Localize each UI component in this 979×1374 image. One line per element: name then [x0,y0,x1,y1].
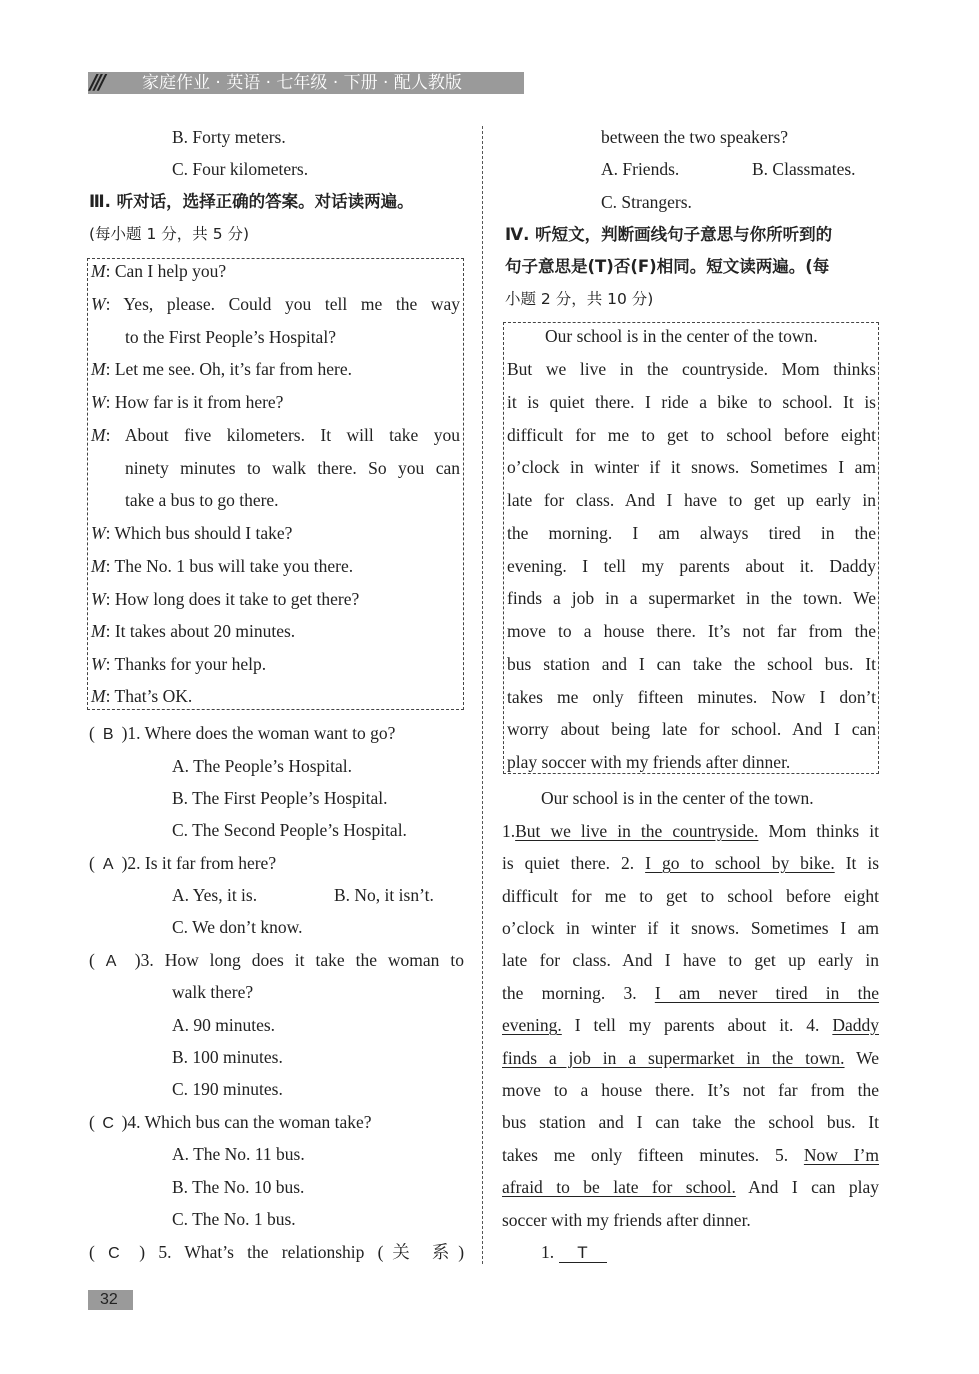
text2-line: o’clock in winter if it snows. Sometimes I am [502,918,879,938]
dialogue-line: M: It takes about 20 minutes. [91,621,296,641]
passage-line: Our school is in the center of the town. [545,326,818,346]
passage-line: bus station and I can take the school bus. It [507,654,876,674]
passage-line: move to a house there. It’s not far from the [507,621,876,641]
q5-continued: between the two speakers? [601,127,789,147]
text2-line: evening. I tell my parents about it. 4. Daddy [502,1015,879,1035]
q5-option-c: C. Strangers. [601,192,692,212]
section-4-score: 小题 2 分，共 10 分) [505,290,654,308]
text2-line: Our school is in the center of the town. [541,788,814,808]
dialogue-line: take a bus to go there. [125,490,279,510]
underlined-sentence-4: Daddy [832,1015,879,1035]
dialogue-line: W: Thanks for your help. [91,654,267,674]
q3-option-c: C. 190 minutes. [172,1079,283,1099]
passage-line: difficult for me to get to school before eight [507,425,876,445]
passage-line: play soccer with my friends after dinner. [507,752,791,772]
text2-line: late for class. And I have to get up early in [502,950,879,970]
passage-line: evening. I tell my parents about it. Daddy [507,556,876,576]
dialogue-line: W: How far is it from here? [91,392,284,412]
header-slashes: /// [90,70,103,94]
question-5: ( C ) 5. What’s the relationship (关 系) [89,1242,465,1262]
answer-q2: A [102,856,114,873]
underlined-sentence-5-cont: afraid to be late for school. [502,1177,736,1197]
page-number: 32 [100,1291,118,1308]
underlined-sentence-4-cont: finds a job in a supermarket in the town. [502,1048,845,1068]
section-3-title: Ⅲ. 听对话，选择正确的答案。对话读两遍。 [89,192,414,211]
passage-line: takes me only fifteen minutes. Now I don’t [507,687,876,707]
passage-line: worry about being late for school. And I can [507,719,876,739]
text2-line: 1.But we live in the countryside. Mom thinks it [502,821,879,841]
q1-option-b: B. The First People’s Hospital. [172,788,388,808]
text2-line: bus station and I can take the school bus. It [502,1112,879,1132]
q1-option-c: C. The Second People’s Hospital. [172,820,407,840]
answer-q5: C [108,1245,120,1262]
answer-blank-1[interactable]: T [559,1244,607,1263]
q4-option-c: C. The No. 1 bus. [172,1209,296,1229]
dialogue-box [87,258,464,710]
text2-line: afraid to be late for school. And I can play [502,1177,879,1197]
passage-line: the morning. I am always tired in the [507,523,876,543]
q5-option-b: B. Classmates. [752,159,856,179]
q2-option-b: B. No, it isn’t. [334,885,434,905]
answer-q4: C [102,1115,114,1132]
q2-option-a: A. Yes, it is. [172,885,258,905]
q2-option-c: C. We don’t know. [172,917,303,937]
text2-line: finds a job in a supermarket in the town. We [502,1048,879,1068]
passage-line: But we live in the countryside. Mom thinks [507,359,876,379]
question-3-cont: walk there? [172,982,254,1002]
dialogue-line: ninety minutes to walk there. So you can [125,458,460,478]
passage-line: o’clock in winter if it snows. Sometimes I am [507,457,876,477]
section-3-score: (每小题 1 分，共 5 分) [89,225,250,243]
text2-line: is quiet there. 2. I go to school by bike. It is [502,853,880,873]
q3-option-b: B. 100 minutes. [172,1047,283,1067]
dialogue-line: M: About five kilometers. It will take you [91,425,460,445]
prev-option-b: B. Forty meters. [172,127,286,147]
passage-line: late for class. And I have to get up early in [507,490,876,510]
text2-line: difficult for me to get to school before eight [502,886,879,906]
dialogue-line: W: Yes, please. Could you tell me the way [91,294,460,314]
underlined-sentence-5: Now I’m [803,1145,880,1165]
q4-option-a: A. The No. 11 bus. [172,1144,305,1164]
section-4-title-1: Ⅳ. 听短文，判断画线句子意思与你所听到的 [505,225,833,244]
dialogue-line: M: Can I help you? [91,261,227,281]
text2-line: takes me only fifteen minutes. 5. Now I’m [502,1145,880,1165]
q4-option-b: B. The No. 10 bus. [172,1177,305,1197]
dialogue-line: W: Which bus should I take? [91,523,293,543]
text2-line: move to a house there. It’s not far from the [502,1080,879,1100]
answer-line-1: 1. T [541,1242,607,1263]
dialogue-line: M: The No. 1 bus will take you there. [91,556,354,576]
dialogue-line: W: How long does it take to get there? [91,589,360,609]
text2-line: soccer with my friends after dinner. [502,1210,751,1230]
underlined-sentence-3-cont: evening. [502,1015,562,1035]
dialogue-line: to the First People’s Hospital? [125,327,336,347]
q1-option-a: A. The People’s Hospital. [172,756,353,776]
question-2: ( A )2. Is it far from here? [89,853,277,873]
passage-line: it is quiet there. I ride a bike to school. It is [507,392,876,412]
prev-option-c: C. Four kilometers. [172,159,309,179]
dialogue-line: M: That’s OK. [91,686,193,706]
answer-q3: A [105,953,117,970]
underlined-sentence-2: I go to school by bike. [645,853,835,873]
column-divider [482,126,483,1264]
question-1: ( B )1. Where does the woman want to go? [89,723,396,743]
passage-line: finds a job in a supermarket in the town. We [507,588,876,608]
underlined-sentence-3: I am never tired in the [654,983,880,1003]
underlined-sentence-1: But we live in the countryside. [515,821,759,841]
question-4: ( C )4. Which bus can the woman take? [89,1112,372,1132]
q5-option-a: A. Friends. [601,159,680,179]
dialogue-line: M: Let me see. Oh, it’s far from here. [91,359,352,379]
header-title: 家庭作业 · 英语 · 七年级 · 下册 · 配人教版 [142,73,462,93]
text2-line: the morning. 3. I am never tired in the [502,983,880,1003]
answer-q1: B [102,726,114,743]
section-4-title-2: 句子意思是(T)否(F)相同。短文读两遍。(每 [505,257,830,276]
q3-option-a: A. 90 minutes. [172,1015,276,1035]
question-3: ( A )3. How long does it take the woman to [89,950,465,970]
